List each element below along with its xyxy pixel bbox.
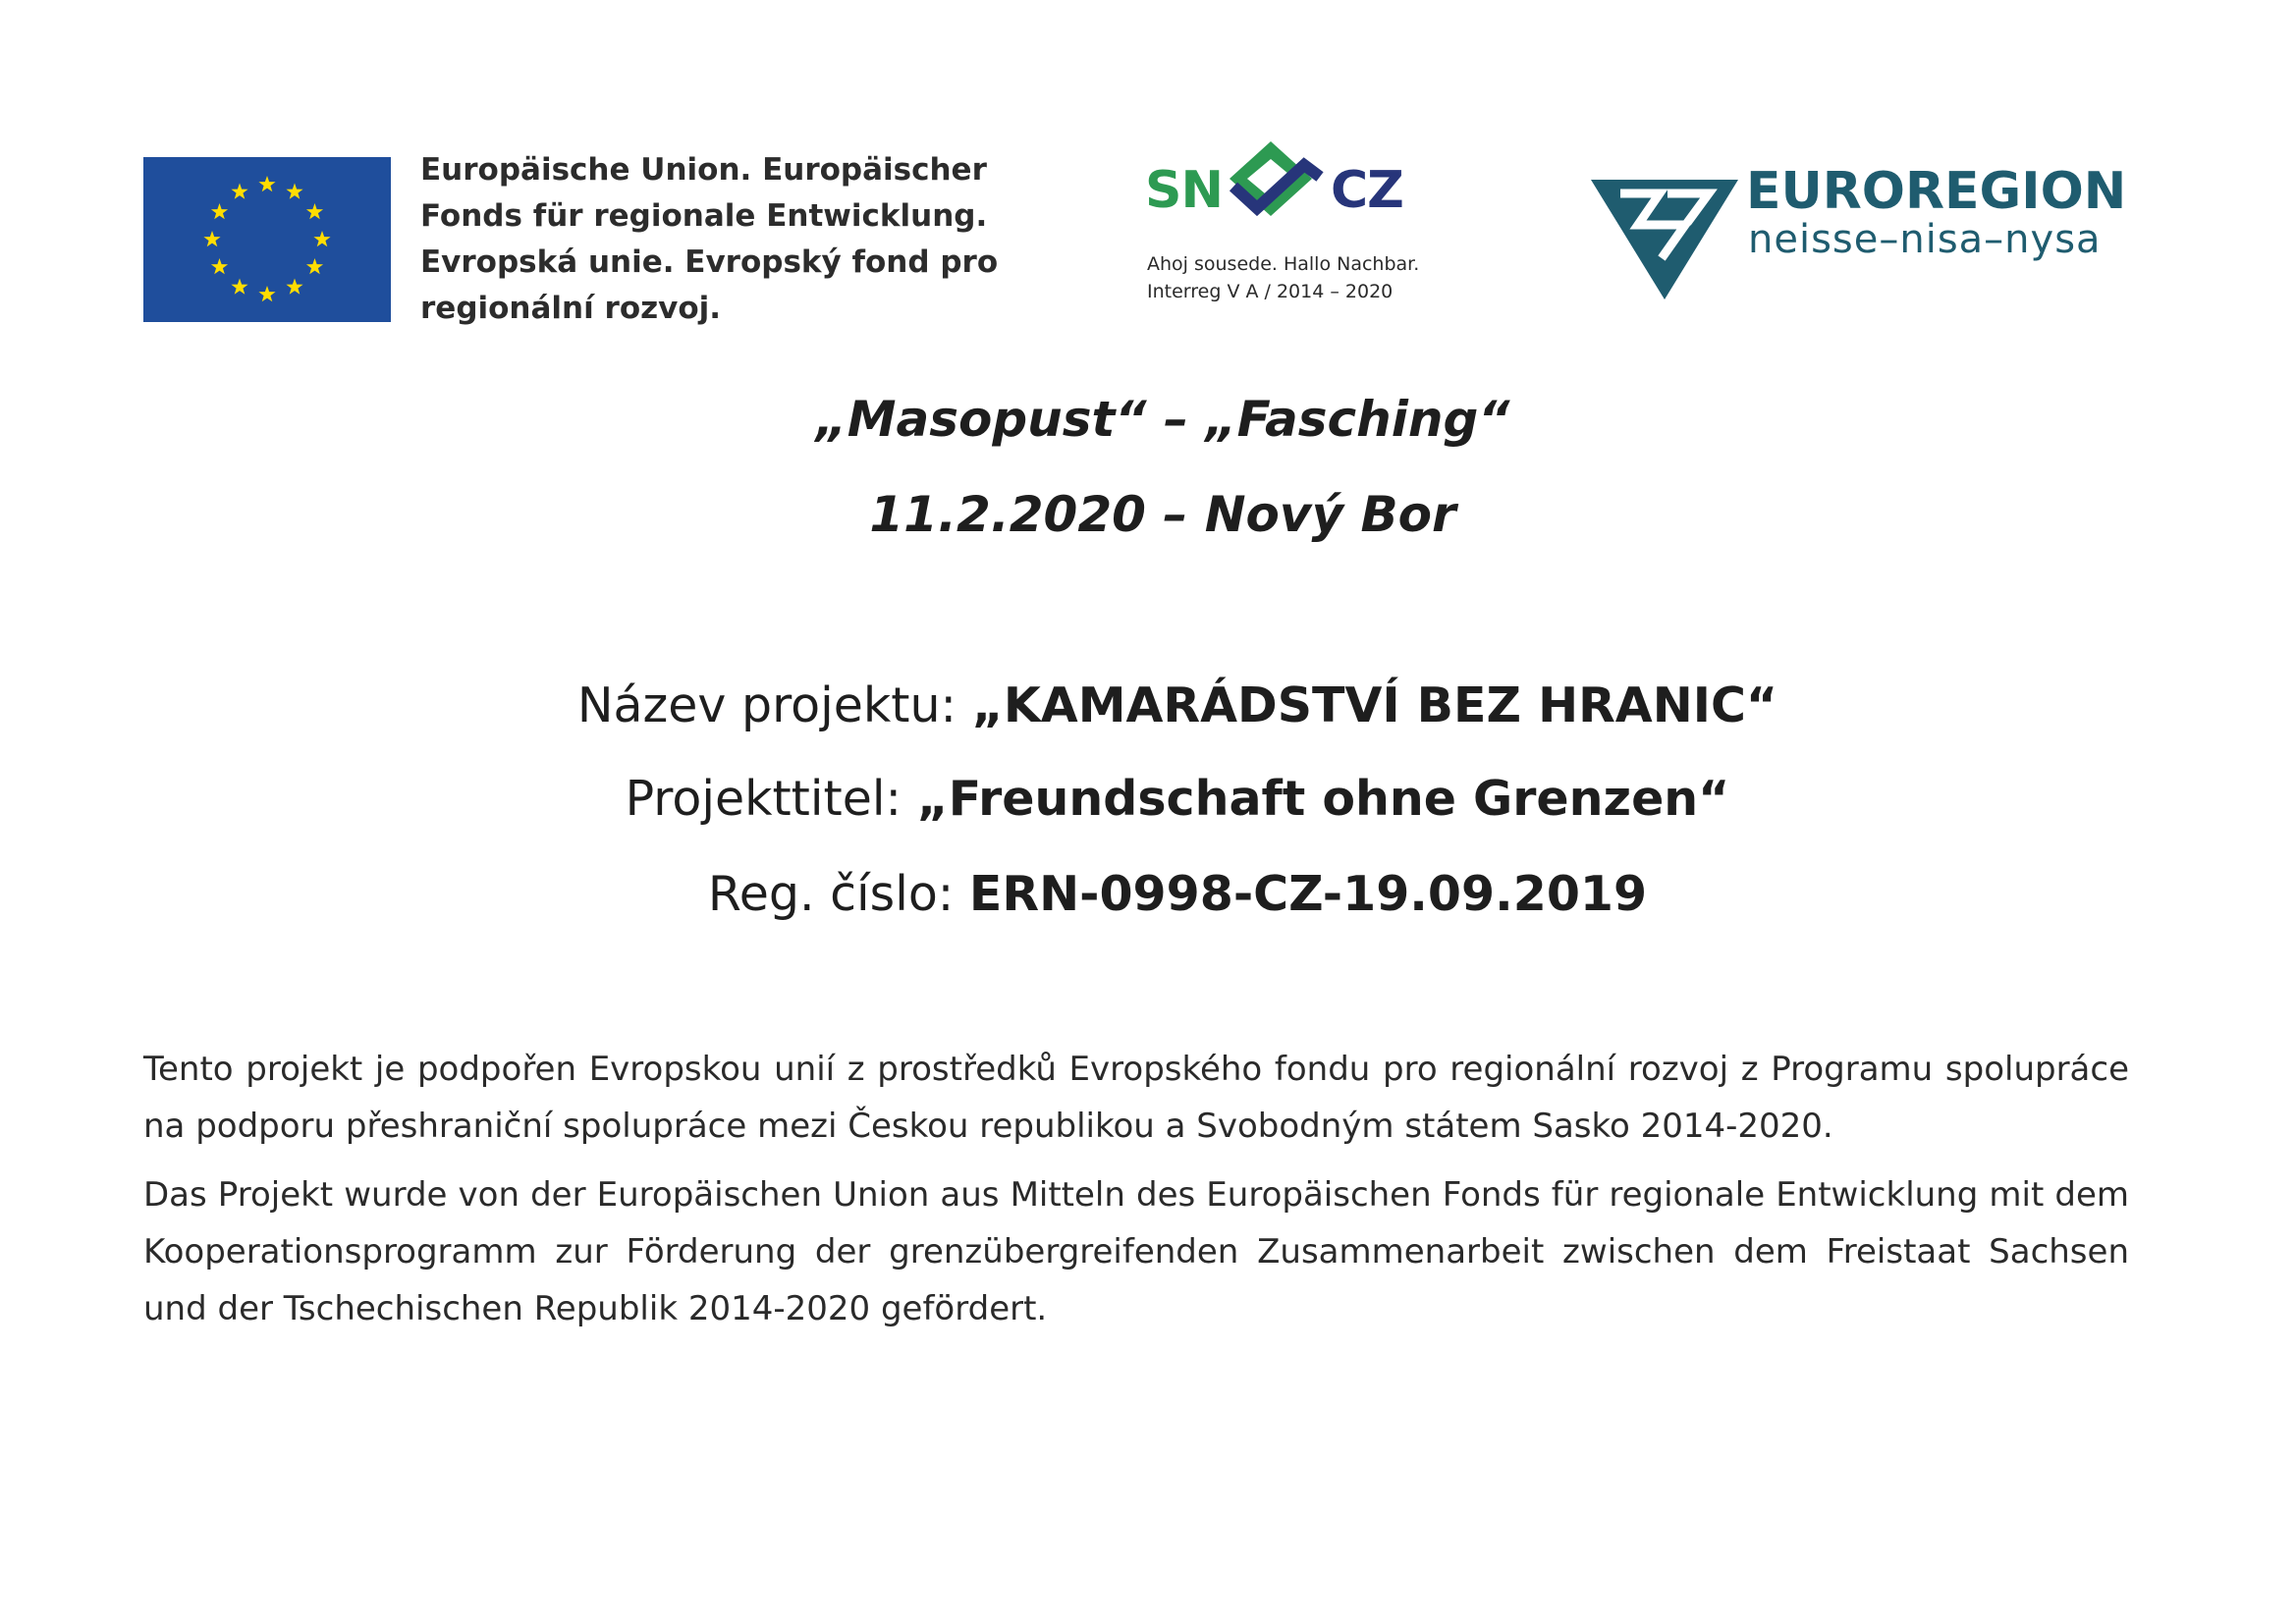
registration-number: ERN-0998-CZ-19.09.2019 xyxy=(968,866,1648,922)
project-title-value: „Freundschaft ohne Grenzen“ xyxy=(916,771,1730,827)
project-name-line xyxy=(0,677,2296,733)
eu-text-line: regionální rozvoj. xyxy=(420,291,722,326)
event-date: 11.2.2020 – Nový Bor xyxy=(869,486,1456,543)
eu-text-line: Evropská unie. Evropský fond pro xyxy=(420,244,999,280)
sncz-logo-sn: SN xyxy=(1145,161,1223,220)
project-title-line xyxy=(0,771,2296,827)
eu-text-line: Europäische Union. Europäischer xyxy=(420,152,987,188)
project-title-label: Projekttitel: xyxy=(625,771,902,827)
eu-text-line: Fonds für regionale Entwicklung. xyxy=(420,198,988,234)
logo-header xyxy=(0,0,2296,353)
eu-fund-text xyxy=(420,147,999,332)
project-name-value: „KAMARÁDSTVÍ BEZ HRANIC“ xyxy=(971,677,1778,733)
project-name-label: Název projektu: xyxy=(576,677,957,733)
registration-line xyxy=(0,866,2296,922)
euroregion-subtitle: neisse–nisa–nysa xyxy=(1748,217,2102,262)
euroregion-title: EUROREGION xyxy=(1746,162,2127,221)
sncz-slogan: Ahoj sousede. Hallo Nachbar. xyxy=(1147,253,1420,275)
event-title: „Masopust“ – „Fasching“ xyxy=(815,391,1510,448)
czech-funding-paragraph: Tento projekt je podpořen Evropskou unií z prostředků Evropského fondu pro regionální rozvoj z Programu spolupráce na podporu přeshraniční spolupráce mezi Českou republikou a Svobodným státem Sasko 2014-2020. xyxy=(143,1050,2129,1146)
eu-flag-icon xyxy=(143,157,391,322)
sncz-logo-cz: CZ xyxy=(1331,161,1403,220)
german-funding-paragraph: Das Projekt wurde von der Europäischen Union aus Mitteln des Europäischen Fonds für regionale Entwicklung mit dem Kooperationsprogramm zur Förderung der grenzübergreifenden Zusammenarbeit zwischen dem Freistaat Sachsen und der Tschechischen Republik 2014-2020 gefördert. xyxy=(143,1175,2129,1328)
registration-label: Reg. číslo: xyxy=(707,866,955,922)
sncz-interreg-logo xyxy=(1139,137,1420,314)
euroregion-logo xyxy=(1591,162,2127,309)
sncz-programme: Interreg V A / 2014 – 2020 xyxy=(1147,281,1394,302)
euroregion-triangle-icon xyxy=(1591,174,1738,301)
